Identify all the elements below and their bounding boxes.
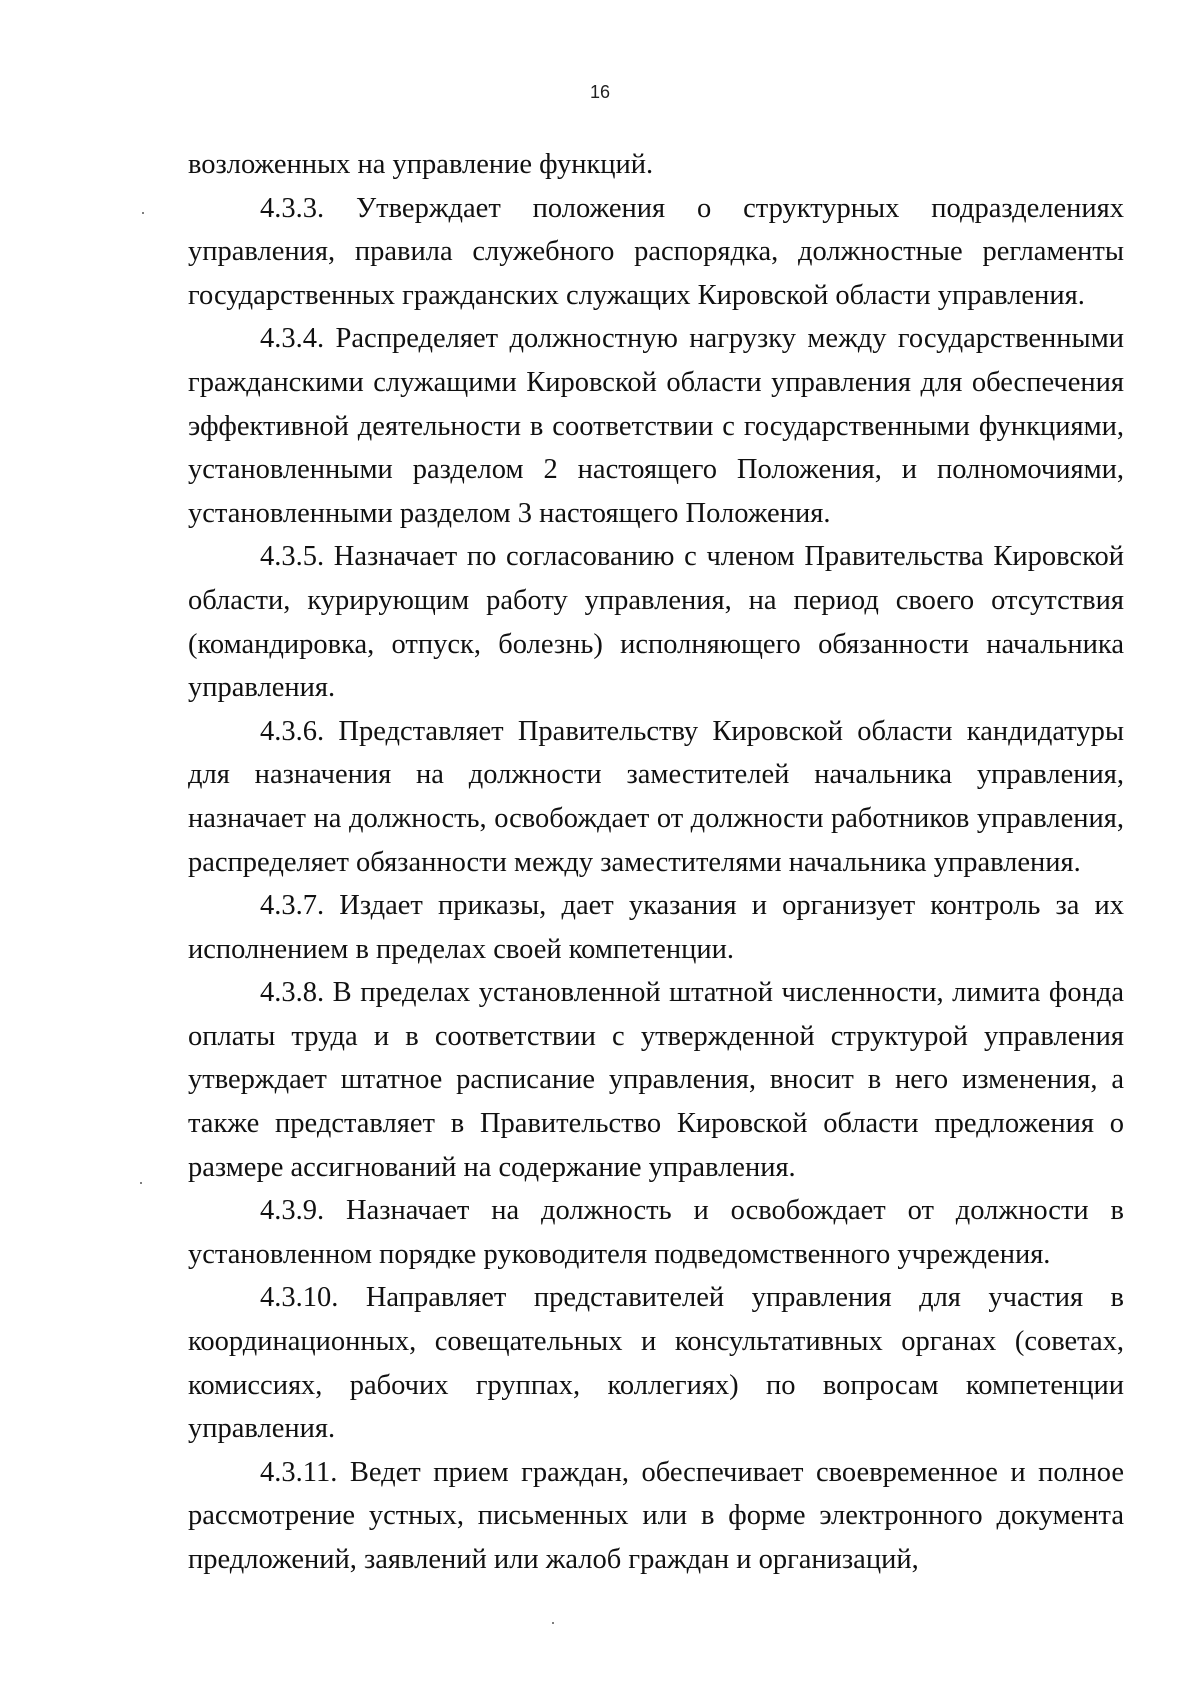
paragraph-continuation: возложенных на управление функций. xyxy=(188,149,654,180)
paragraph-4-3-4: 4.3.4. Распределяет должностную нагрузку между государственными гражданскими служащими Кировской области управления для обеспечения эффективной деятельности в соответствии с государственными функциями, установленными разделом 2 настоящего Положения, и полномочиями, установленными разделом 3 настоящего Положения. xyxy=(188,323,1124,529)
paragraph-4-3-7: 4.3.7. Издает приказы, дает указания и организует контроль за их исполнением в пределах своей компетенции. xyxy=(188,890,1124,965)
document-body xyxy=(188,143,1124,1582)
scan-speck xyxy=(140,1182,142,1184)
scan-speck xyxy=(552,1622,554,1624)
paragraph-4-3-6: 4.3.6. Представляет Правительству Кировской области кандидатуры для назначения на должности заместителей начальника управления, назначает на должность, освобождает от должности работников управления, распределяет обязанности между заместителями начальника управления. xyxy=(188,715,1124,878)
paragraph-4-3-3: 4.3.3. Утверждает положения о структурных подразделениях управления, правила служебного распорядка, должностные регламенты государственных гражданских служащих Кировской области управления. xyxy=(188,192,1124,311)
paragraph-4-3-11: 4.3.11. Ведет прием граждан, обеспечивает своевременное и полное рассмотрение устных, письменных или в форме электронного документа предложений, заявлений или жалоб граждан и организаций, xyxy=(188,1456,1124,1575)
page-number: 16 xyxy=(589,82,611,102)
paragraph-4-3-8: 4.3.8. В пределах установленной штатной численности, лимита фонда оплаты труда и в соответствии с утвержденной структурой управления утверждает штатное расписание управления, вносит в него изменения, а также представляет в Правительство Кировской области предложения о размере ассигнований на содержание управления. xyxy=(188,977,1124,1183)
scan-speck xyxy=(142,212,144,214)
paragraph-4-3-10: 4.3.10. Направляет представителей управления для участия в координационных, совещательных и консультативных органах (советах, комиссиях, рабочих группах, коллегиях) по вопросам компетенции управления. xyxy=(188,1282,1124,1445)
paragraph-4-3-9: 4.3.9. Назначает на должность и освобождает от должности в установленном порядке руководителя подведомственного учреждения. xyxy=(188,1195,1124,1270)
paragraph-4-3-5: 4.3.5. Назначает по согласованию с членом Правительства Кировской области, курирующим работу управления, на период своего отсутствия (командировка, отпуск, болезнь) исполняющего обязанности начальника управления. xyxy=(188,541,1124,704)
